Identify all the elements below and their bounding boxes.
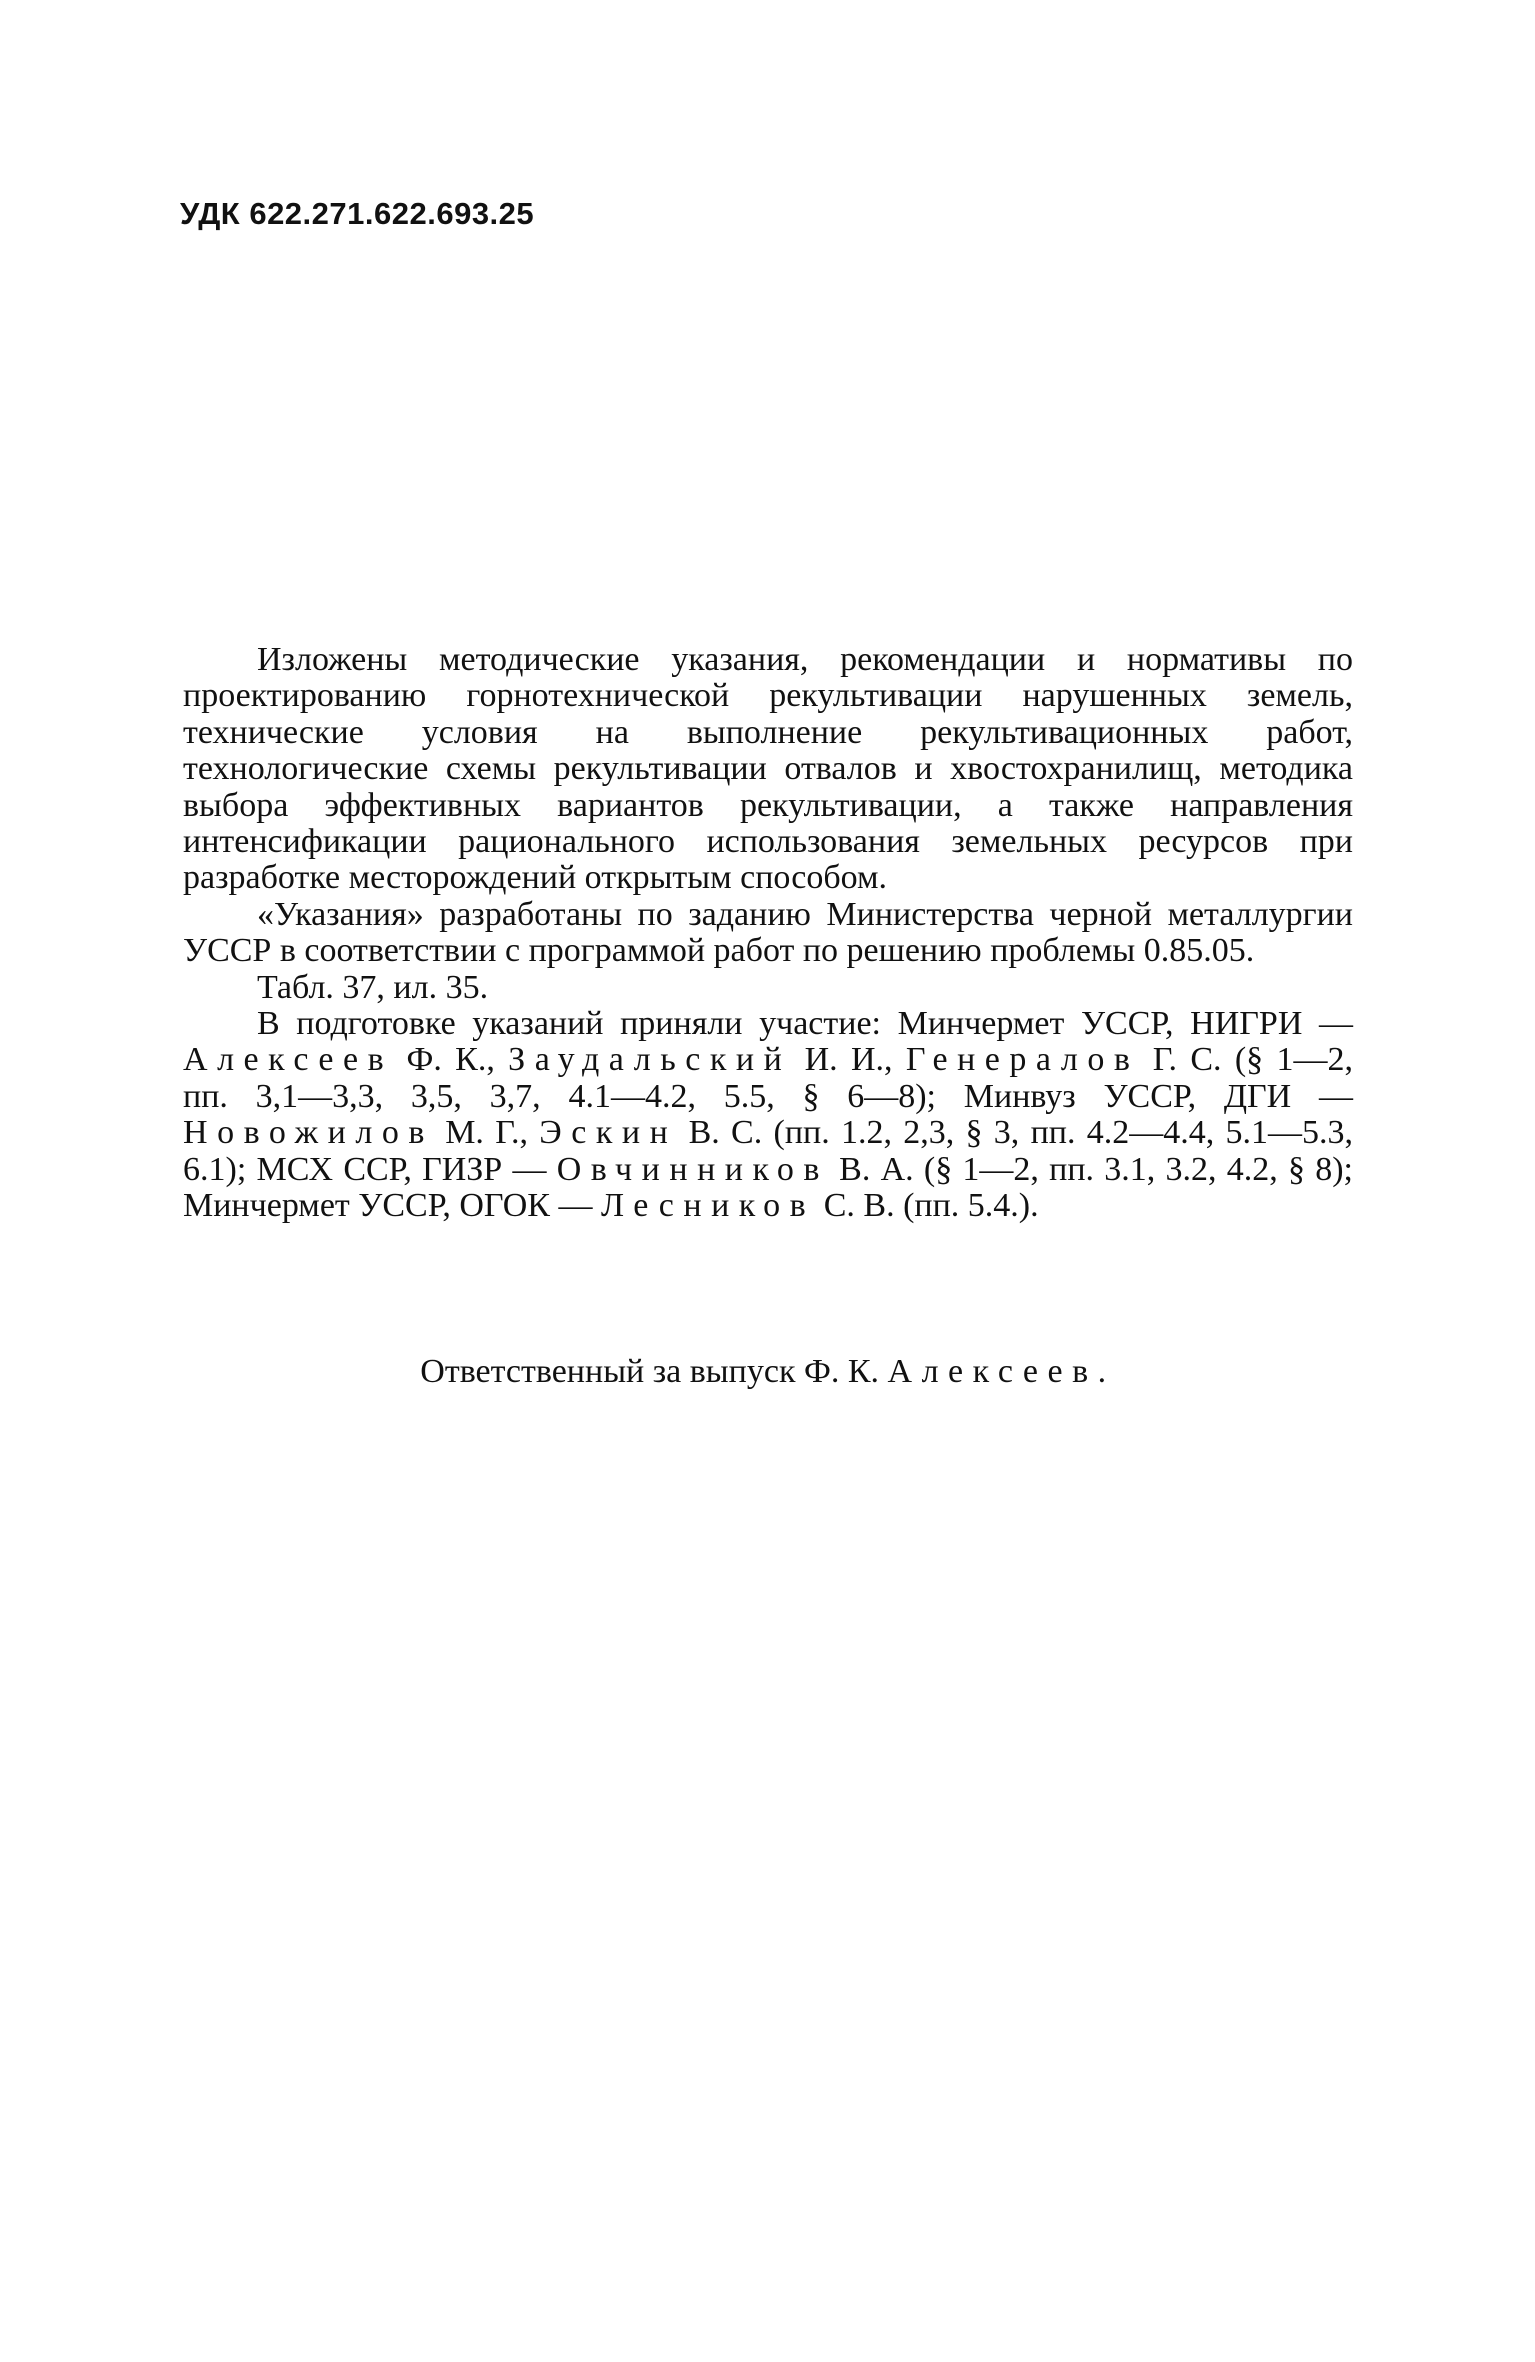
contributors-text: М. Г.,	[433, 1114, 540, 1152]
contributors-text: В. С. (пп. 1.2, 2,3, § 3, пп. 4.2—4.4, 5.1—5.3, 6.1); МСХ ССР, ГИЗР —	[183, 1114, 1353, 1188]
responsible-name: Алексеев.	[887, 1353, 1116, 1390]
abstract-paragraph-contributors	[183, 1006, 1353, 1224]
author-name: Эскин	[539, 1114, 678, 1152]
contributors-text: И. И.,	[791, 1041, 906, 1079]
contributors-text: Г. С. (§ 1—2, пп. 3,1—3,3, 3,5, 3,7, 4.1—4.2, 5.5, § 6—8); Минвуз УССР, ДГИ —	[183, 1041, 1353, 1115]
responsible-editor-line	[183, 1353, 1353, 1391]
abstract-paragraph-description: Изложены методические указания, рекомендации и нормативы по проектированию горнотехнической рекультивации нарушенных земель, технические условия на выполнение рекультивационных работ, технологические схемы рекультивации отвалов и хвостохранилищ, методика выбора эффективных вариантов рекультивации, а также направления интенсификации рационального использования земельных ресурсов при разработке месторождений открытым способом.	[183, 641, 1353, 897]
author-name: Заудальский	[508, 1041, 792, 1079]
contributors-text: В подготовке указаний приняли участие: Минчермет УССР, НИГРИ —	[257, 1005, 1353, 1043]
author-name: Генералов	[905, 1041, 1140, 1079]
abstract	[183, 642, 1353, 1225]
contributors-text: С. В. (пп. 5.4.).	[815, 1187, 1039, 1225]
udk-code: УДК 622.271.622.693.25	[180, 196, 535, 231]
contributors-text: В. А. (§ 1—2, пп. 3.1, 3.2, 4.2, § 8); Минчермет УССР, ОГОК —	[183, 1150, 1353, 1225]
abstract-paragraph-commission: «Указания» разработаны по заданию Министерства черной металлургии УССР в соответствии с программой работ по решению проблемы 0.85.05.	[183, 895, 1353, 970]
author-name: Алексеев	[183, 1041, 394, 1079]
author-name: Новожилов	[183, 1114, 434, 1152]
responsible-label: Ответственный за выпуск Ф. К.	[420, 1353, 888, 1390]
author-name: Овчинников	[556, 1150, 829, 1188]
author-name: Лесников	[600, 1187, 816, 1225]
abstract-paragraph-tables-figures: Табл. 37, ил. 35.	[257, 968, 489, 1006]
contributors-text: Ф. К.,	[393, 1041, 509, 1079]
